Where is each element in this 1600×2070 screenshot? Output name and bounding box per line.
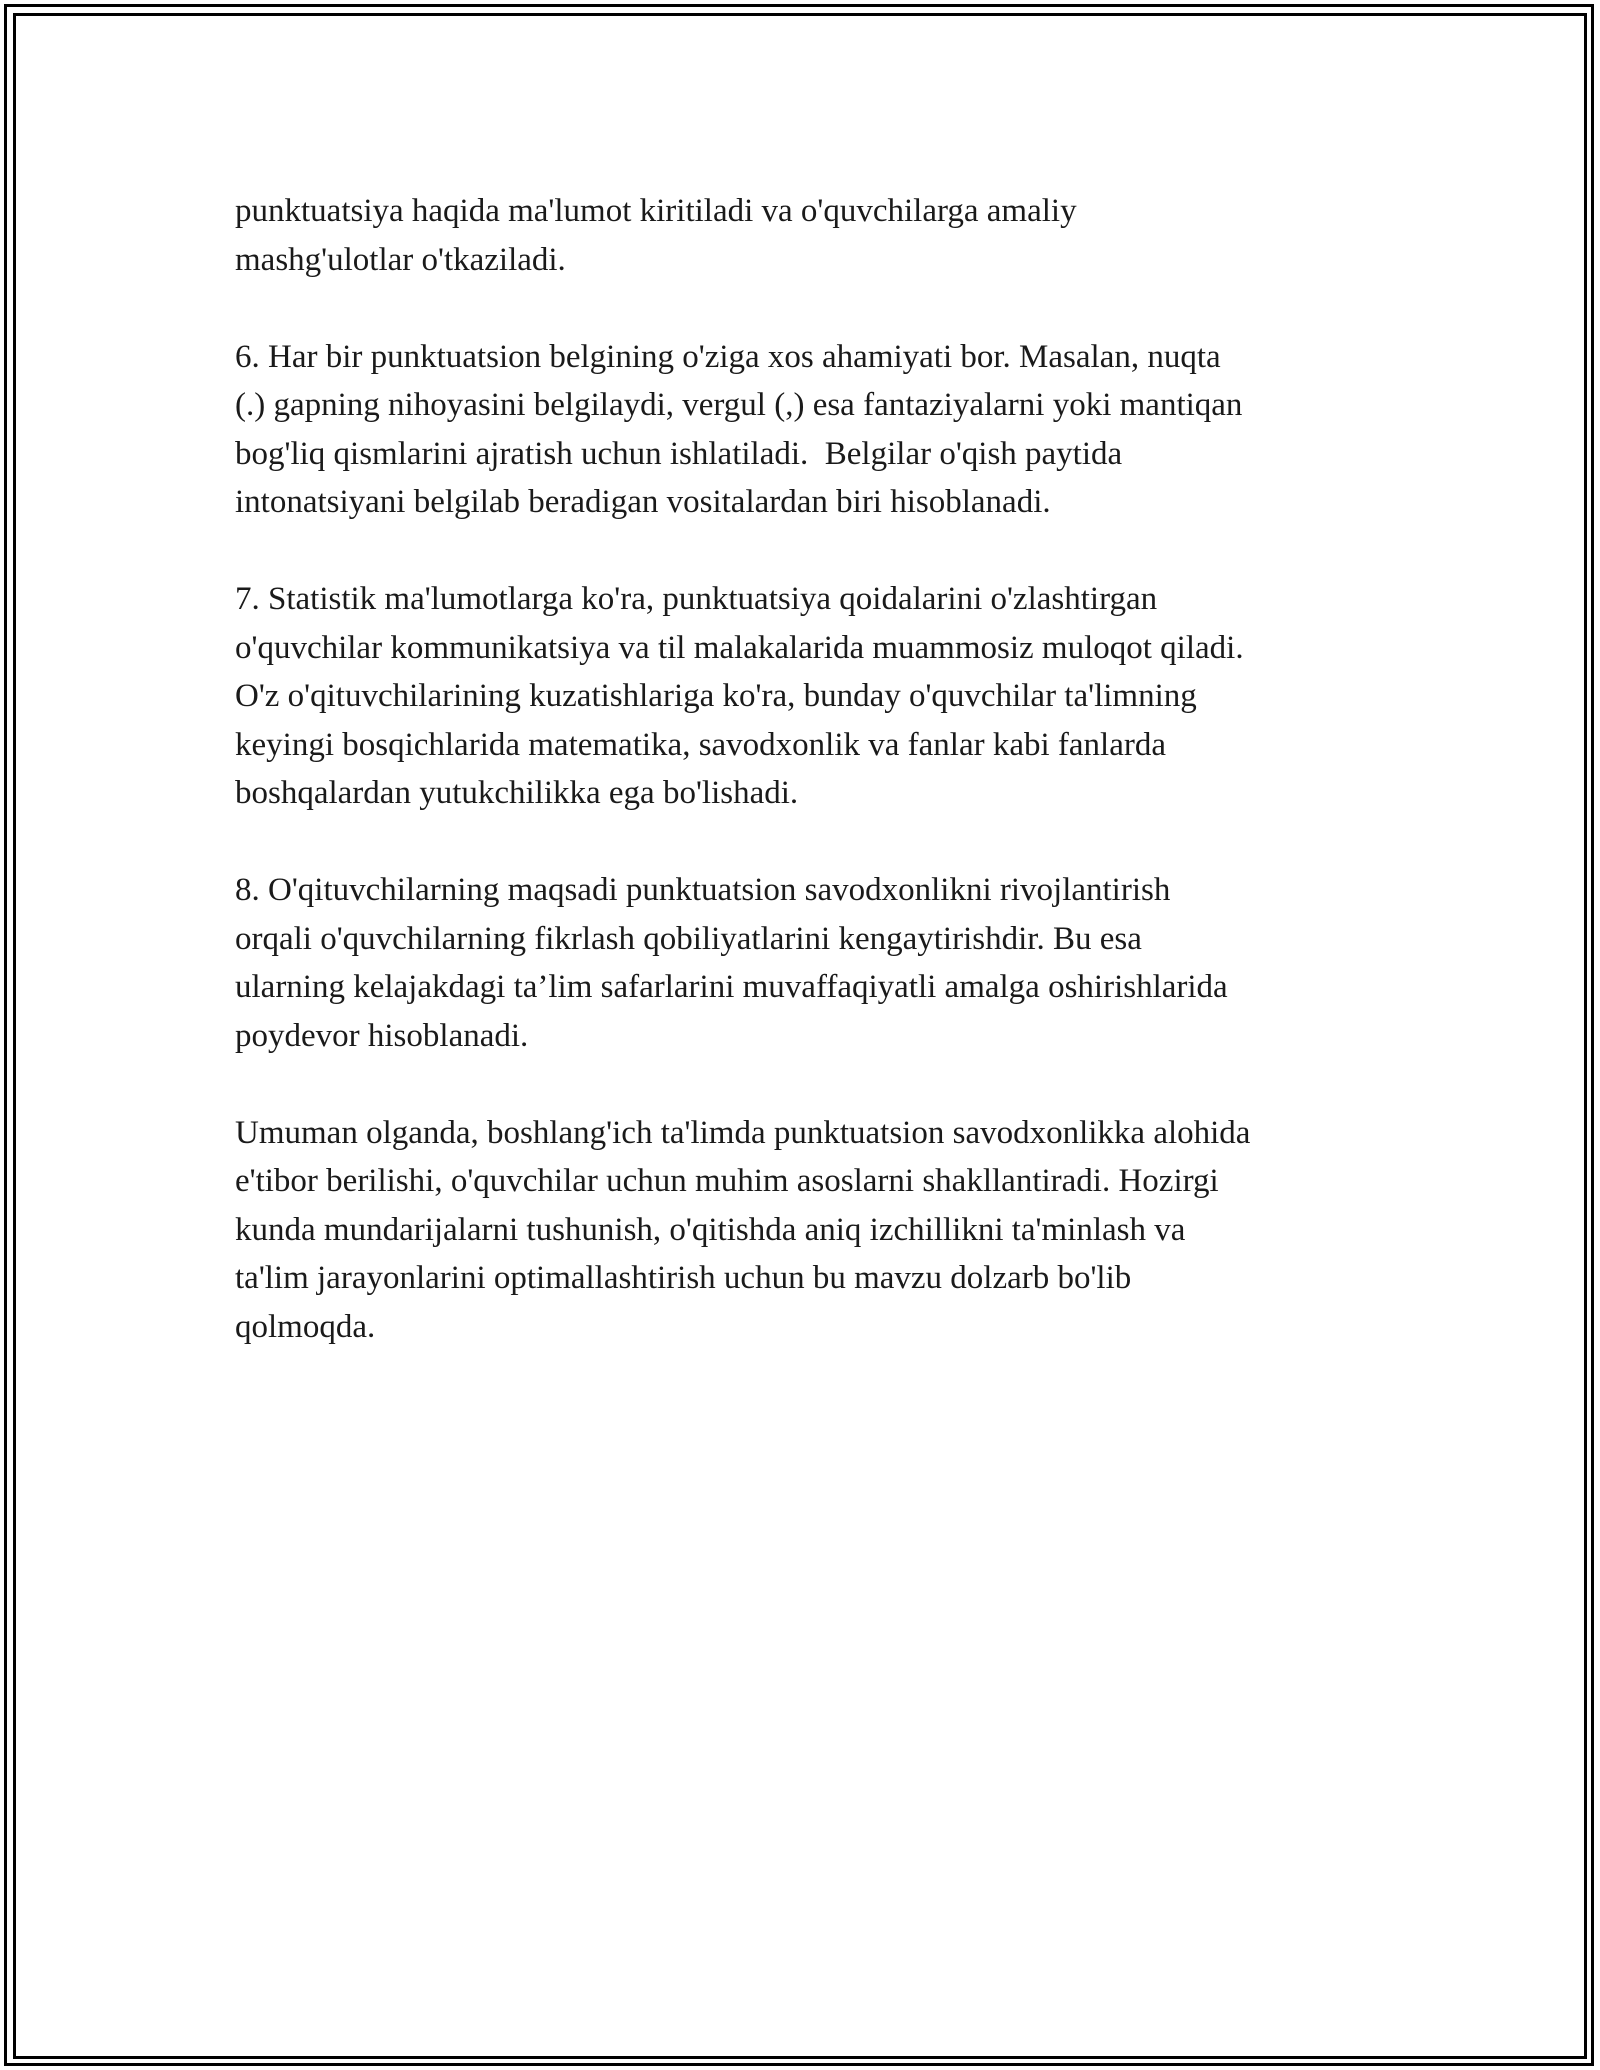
text-line: 6. Har bir punktuatsion belgining o'ziga xos ahamiyati bor. Masalan, nuqta	[235, 338, 1221, 375]
text-line: O'z o'qituvchilarining kuzatishlariga ko'ra, bunday o'quvchilar ta'limning	[235, 678, 1197, 714]
text-line: punktuatsiya haqida ma'lumot kiritiladi va o'quvchilarga amaliy	[235, 193, 1077, 229]
text-line: e'tibor berilishi, o'quvchilar uchun muhim asoslarni shakllantiradi. Hozirgi	[235, 1163, 1219, 1199]
text-line: bog'liq qismlarini ajratish uchun ishlatiladi. Belgilar o'qish paytida	[235, 435, 1123, 472]
paragraph-continuation	[235, 187, 1375, 284]
text-line: intonatsiyani belgilab beradigan vositalardan biri hisoblanadi.	[235, 484, 1051, 520]
text-line: (.) gapning nihoyasini belgilaydi, vergul (,) esa fantaziyalarni yoki mantiqan	[235, 387, 1243, 423]
text-line: o'quvchilar kommunikatsiya va til malakalarida muammosiz muloqot qiladi.	[235, 629, 1244, 666]
text-line: Umuman olganda, boshlang'ich ta'limda punktuatsion savodxonlikka alohida	[235, 1114, 1251, 1151]
paragraph-item-6	[235, 333, 1375, 527]
text-line: boshqalardan yutukchilikka ega bo'lishadi.	[235, 775, 799, 811]
document-body	[235, 187, 1375, 1400]
text-line: qolmoqda.	[235, 1308, 376, 1345]
text-line: orqali o'quvchilarning fikrlash qobiliyatlarini kengaytirishdir. Bu esa	[235, 920, 1142, 957]
text-line: 7. Statistik ma'lumotlarga ko'ra, punktuatsiya qoidalarini o'zlashtirgan	[235, 581, 1158, 617]
paragraph-item-8	[235, 866, 1375, 1060]
text-line: keyingi bosqichlarida matematika, savodxonlik va fanlar kabi fanlarda	[235, 726, 1167, 763]
text-line: mashg'ulotlar o'tkaziladi.	[235, 241, 566, 278]
text-line: ularning kelajakdagi ta’lim safarlarini muvaffaqiyatli amalga oshirishlarida	[235, 969, 1228, 1005]
paragraph-item-7	[235, 575, 1375, 818]
paragraph-conclusion	[235, 1109, 1375, 1352]
text-line: poydevor hisoblanadi.	[235, 1017, 529, 1054]
text-line: 8. O'qituvchilarning maqsadi punktuatsion savodxonlikni rivojlantirish	[235, 872, 1171, 908]
text-line: ta'lim jarayonlarini optimallashtirish uchun bu mavzu dolzarb bo'lib	[235, 1260, 1132, 1296]
text-line: kunda mundarijalarni tushunish, o'qitishda aniq izchillikni ta'minlash va	[235, 1211, 1186, 1248]
